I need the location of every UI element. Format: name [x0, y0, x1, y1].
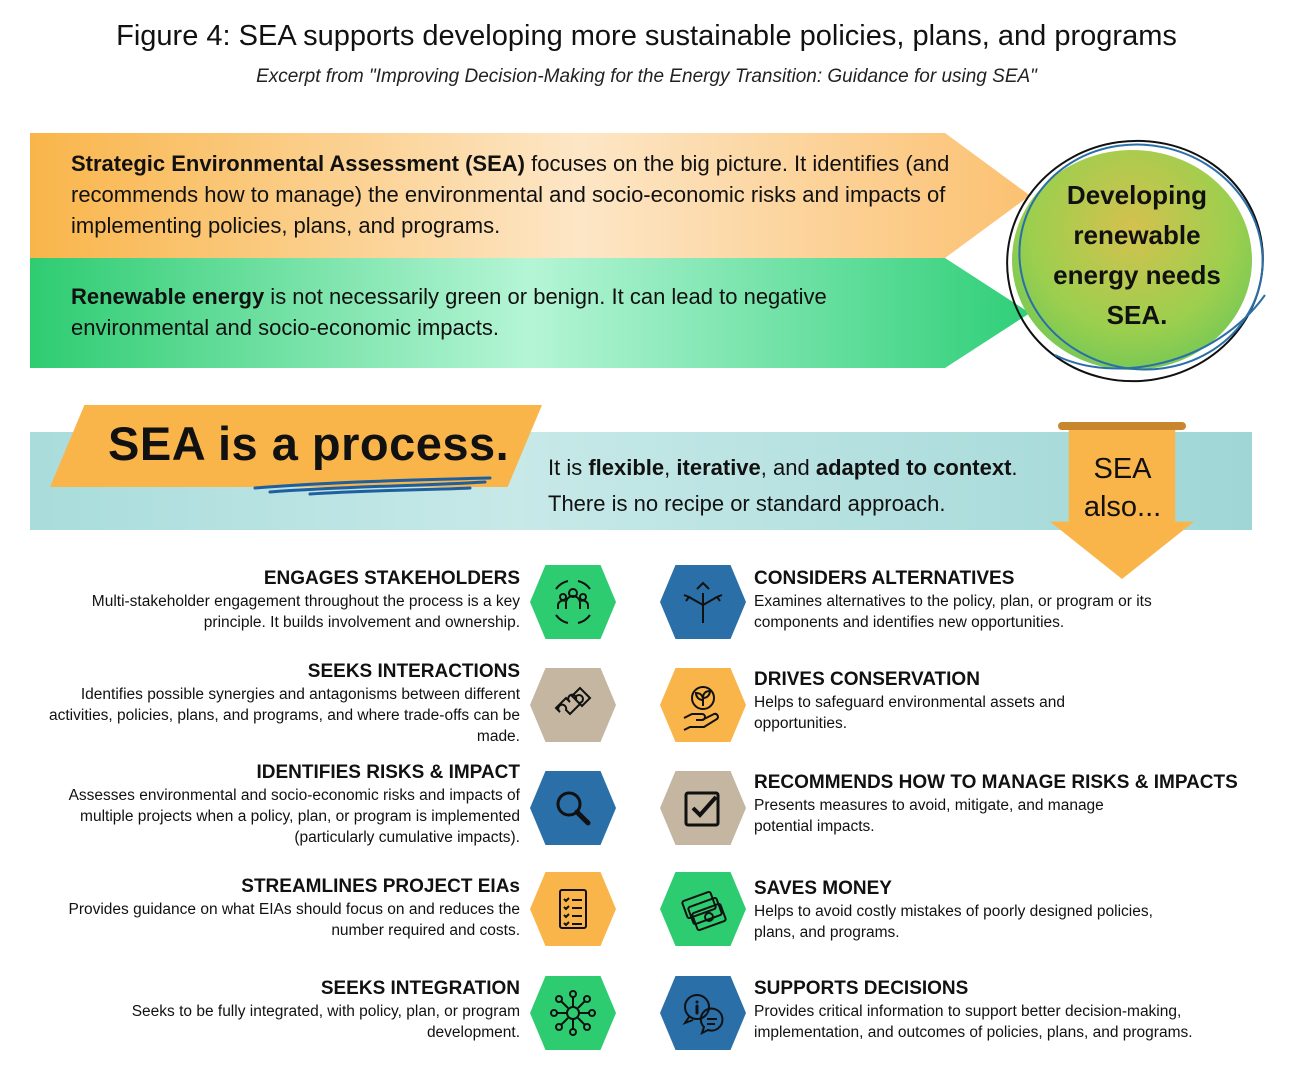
split-arrows-icon [660, 565, 746, 639]
item-title: STREAMLINES PROJECT EIAs [241, 876, 520, 897]
item-title: SEEKS INTERACTIONS [307, 661, 520, 682]
item-title: CONSIDERS ALTERNATIVES [754, 568, 1015, 589]
item-seeks-interactions [40, 660, 520, 747]
process-comma: , [664, 455, 677, 480]
item-desc: Identifies possible synergies and antagonisms between different activities, policies, plans, and programs, and where trade-offs can be made. [49, 686, 520, 745]
arrow-line-2: also... [1083, 491, 1162, 523]
renewable-banner-text [71, 281, 891, 343]
process-line-2: There is no recipe or standard approach. [548, 491, 946, 516]
checkbox-icon [660, 771, 746, 845]
checklist-icon [530, 872, 616, 946]
circle-line-2: renewable [1073, 220, 1201, 250]
process-description [548, 450, 1018, 522]
figure-title: Figure 4: SEA supports developing more sustainable policies, plans, and programs [116, 20, 1177, 52]
item-desc: Provides guidance on what EIAs should focus on and reduces the number required and costs. [68, 901, 520, 939]
renewable-banner-bold: Renewable energy [71, 284, 265, 309]
item-title: IDENTIFIES RISKS & IMPACT [256, 762, 520, 783]
item-supports-decisions [754, 977, 1254, 1043]
process-line-1 [548, 450, 1018, 486]
sea-banner-bold: Strategic Environmental Assessment (SEA) [71, 151, 525, 176]
sea-banner-text [71, 148, 951, 241]
arrow-scroll-edge [1058, 422, 1186, 430]
process-flexible: flexible [588, 455, 665, 480]
item-desc: Helps to avoid costly mistakes of poorly designed policies, plans, and programs. [754, 903, 1153, 941]
item-desc: Seeks to be fully integrated, with policy, plan, or program development. [131, 1003, 520, 1041]
item-drives-conservation [754, 668, 1254, 734]
item-desc: Multi-stakeholder engagement throughout the process is a key principle. It builds involvement and ownership. [91, 593, 520, 631]
item-title: ENGAGES STAKEHOLDERS [263, 568, 520, 589]
item-title: SAVES MONEY [754, 878, 892, 899]
info-chat-icon [660, 976, 746, 1050]
renewable-banner-body: is not necessarily green or benign. It can lead to negative environmental and socio-economic impacts. [71, 284, 827, 340]
item-desc: Examines alternatives to the policy, plan, or program or its components and identifies new opportunities. [754, 593, 1152, 631]
item-desc: Presents measures to avoid, mitigate, and manage potential impacts. [754, 797, 1104, 835]
item-recommends-manage [754, 771, 1254, 837]
puzzle-icon [530, 668, 616, 742]
underline-scribble [250, 474, 500, 498]
arrow-line-1: SEA [1093, 453, 1152, 485]
circle-line-4: SEA. [1106, 300, 1168, 330]
circle-line-3: energy needs [1053, 260, 1221, 290]
item-title: RECOMMENDS HOW TO MANAGE RISKS & IMPACTS [754, 772, 1238, 793]
item-seeks-integration [40, 977, 520, 1043]
process-adapted: adapted to context [815, 455, 1012, 480]
item-identifies-risks [40, 761, 520, 848]
item-title: SUPPORTS DECISIONS [754, 978, 969, 999]
process-prefix: It is [548, 455, 589, 480]
item-desc: Helps to safeguard environmental assets and opportunities. [754, 694, 1066, 732]
network-icon [530, 976, 616, 1050]
item-title: DRIVES CONSERVATION [754, 669, 980, 690]
circle-text [1012, 175, 1262, 335]
plant-hand-icon [660, 668, 746, 742]
item-desc: Provides critical information to support better decision-making, implementation, and outcomes of policies, plans, and programs. [754, 1003, 1193, 1041]
process-iterative: iterative [676, 455, 761, 480]
figure-subtitle: Excerpt from "Improving Decision-Making for the Energy Transition: Guidance for using SEA" [256, 66, 1037, 87]
sea-also-text [1080, 450, 1165, 526]
process-period: . [1011, 455, 1018, 480]
sea-banner-body: focuses on the big picture. It identifies (and recommends how to manage) the environmental and socio-economic risks and impacts of implementing policies, plans, and programs. [71, 151, 950, 238]
item-streamlines-eias [40, 875, 520, 941]
item-engages-stakeholders [40, 567, 520, 633]
magnifier-icon [530, 771, 616, 845]
stakeholders-icon [530, 565, 616, 639]
circle-line-1: Developing [1066, 180, 1208, 210]
item-title: SEEKS INTEGRATION [320, 978, 520, 999]
item-considers-alternatives [754, 567, 1254, 633]
process-and: , and [760, 455, 816, 480]
item-desc: Assesses environmental and socio-economic risks and impacts of multiple projects when a policy, plan, or program is implemented (particularly cumulative impacts). [68, 787, 520, 846]
money-icon [660, 872, 746, 946]
item-saves-money [754, 877, 1254, 943]
process-title: SEA is a process. [108, 417, 510, 470]
